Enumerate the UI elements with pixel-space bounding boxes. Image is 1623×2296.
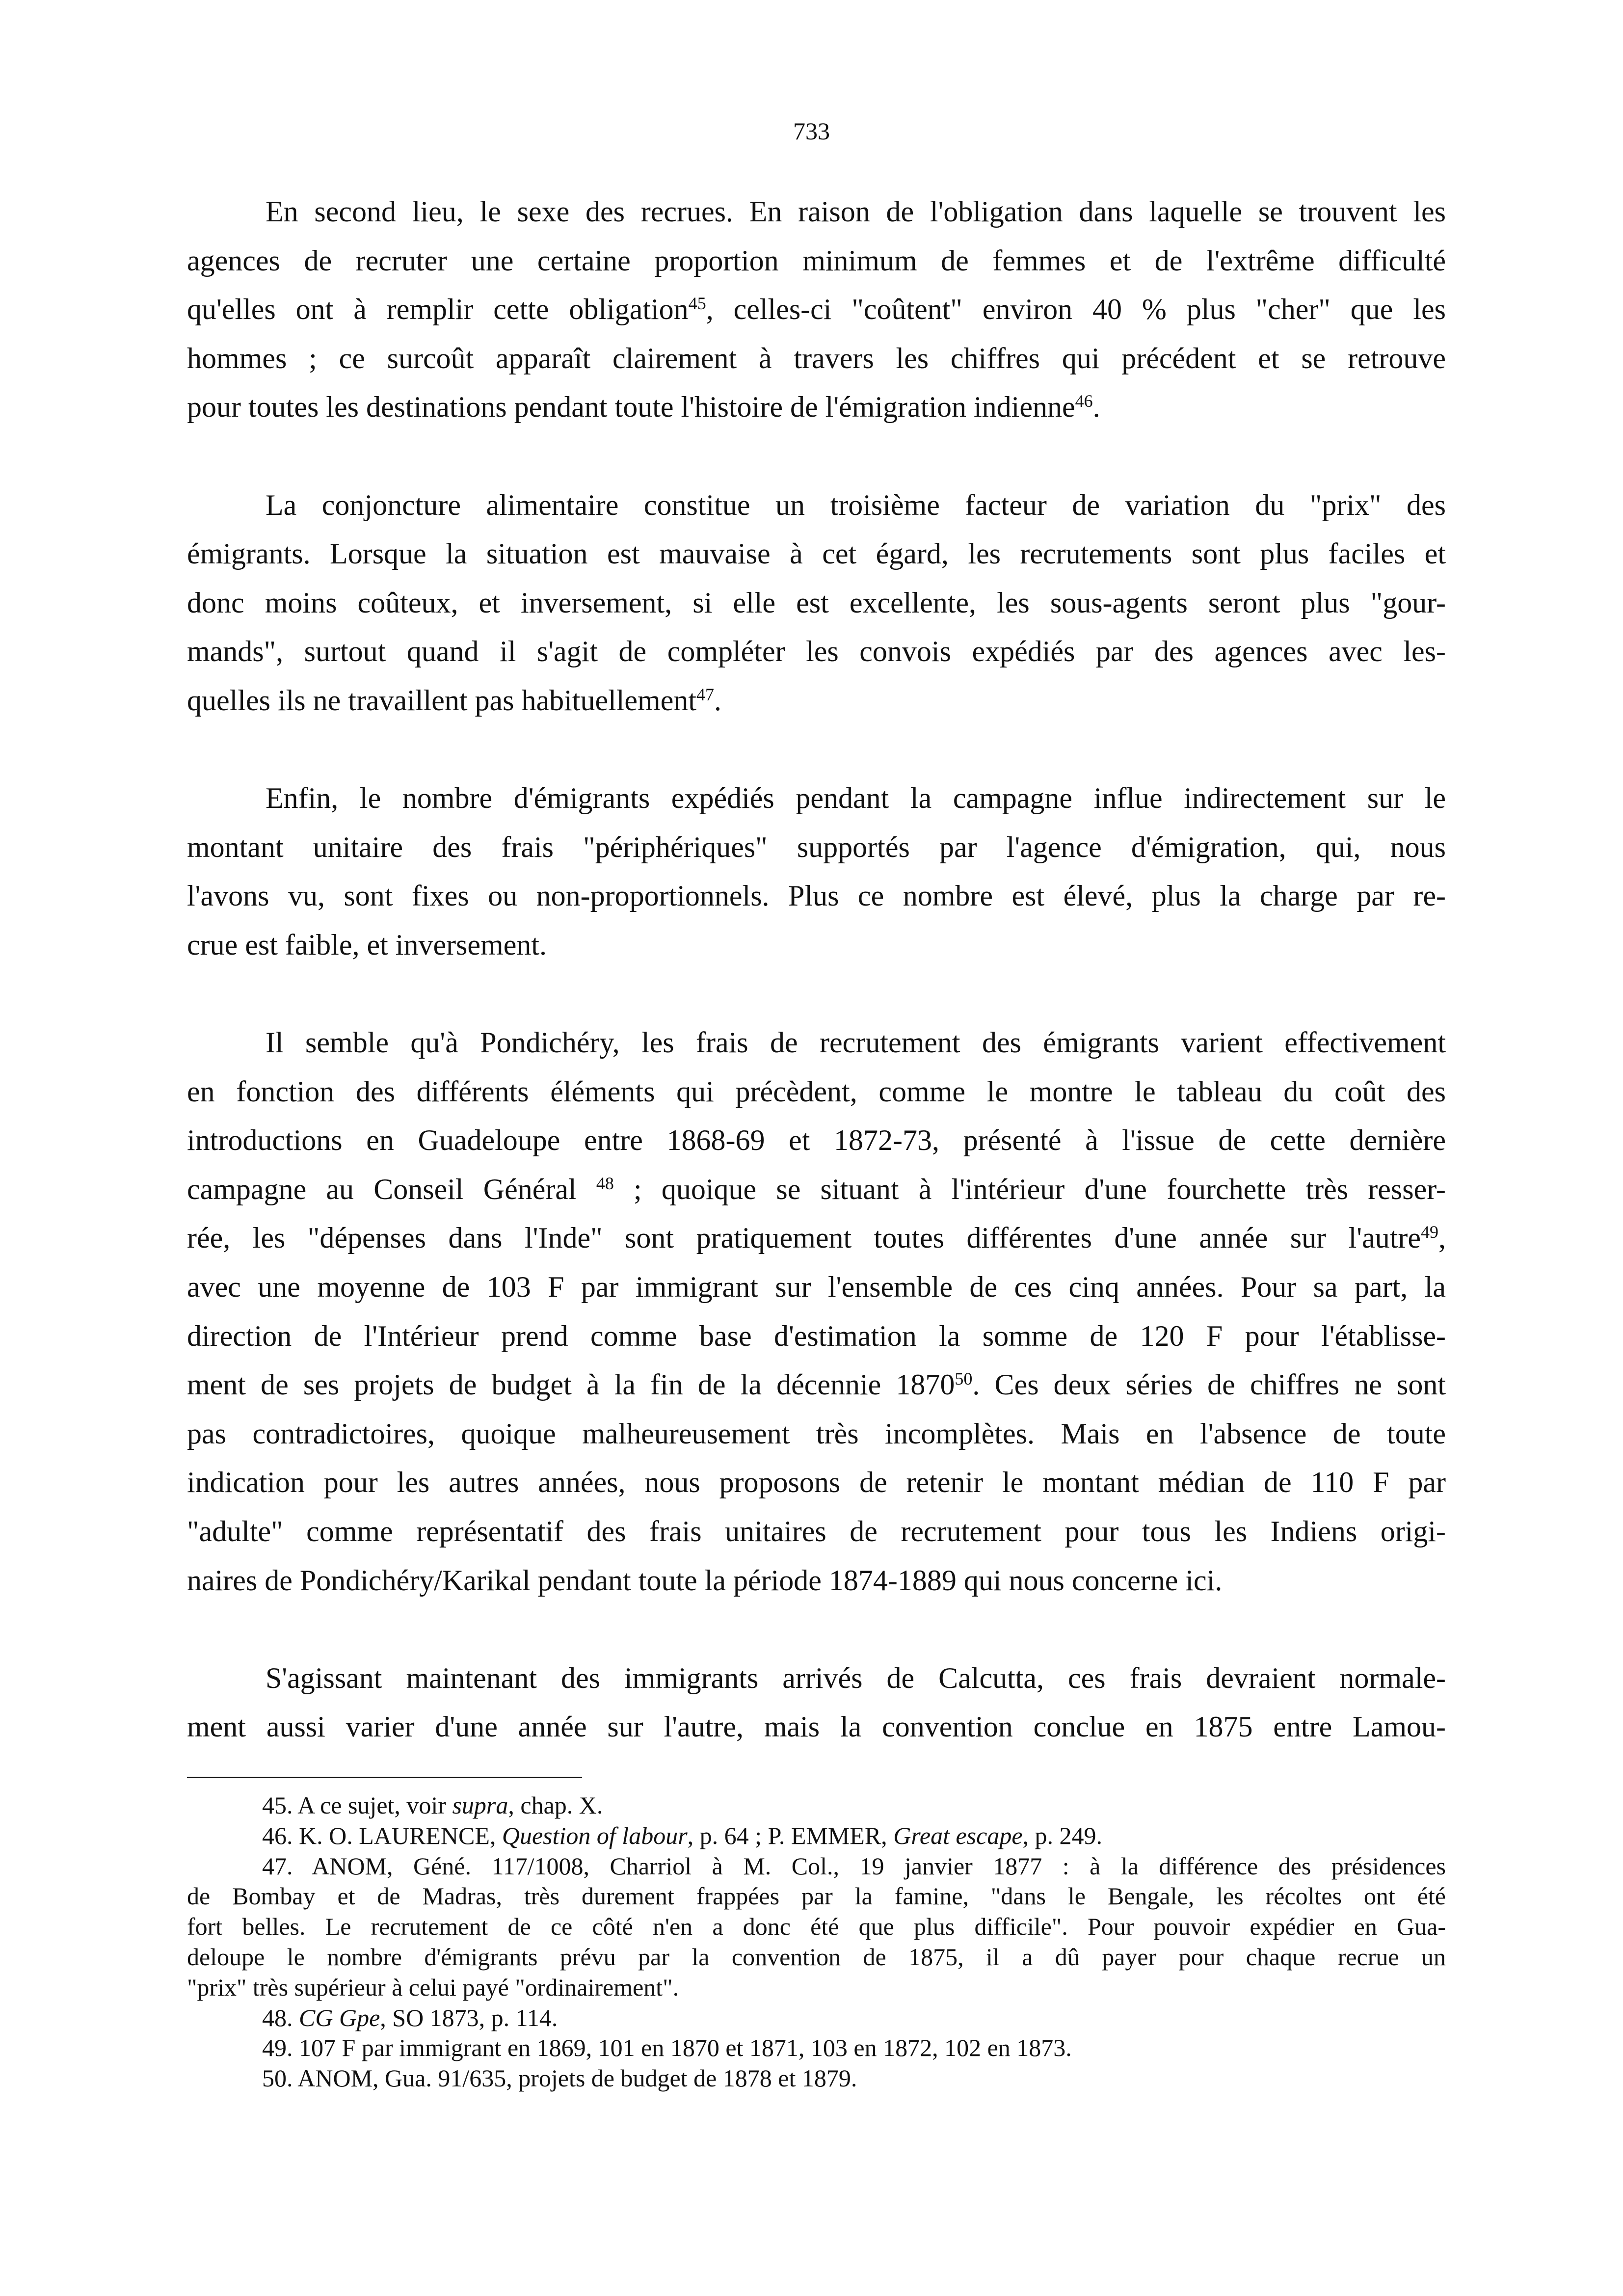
- text-segment: 46. K. O. LAURENCE,: [262, 1821, 502, 1849]
- text-segment: pas contradictoires, quoique malheureusement très incomplètes. Mais en l'absence de toute: [187, 1417, 1446, 1450]
- text-line: [187, 1410, 1446, 1459]
- text-line: [187, 334, 1446, 383]
- footnote-reference: 50: [955, 1369, 973, 1389]
- text-segment: Enfin, le nombre d'émigrants expédiés pendant la campagne influe indirectement sur le: [266, 782, 1446, 815]
- text-line: [187, 1458, 1446, 1507]
- text-segment: montant unitaire des frais "périphériques" supportés par l'agence d'émigration, qui, nous: [187, 830, 1446, 863]
- text-segment: La conjoncture alimentaire constitue un troisième facteur de variation du "prix" des: [266, 488, 1446, 521]
- text-line: [187, 1312, 1446, 1361]
- text-line: [187, 579, 1446, 628]
- text-segment: "prix" très supérieur à celui payé "ordinairement".: [187, 1973, 679, 2001]
- italic-text: CG Gpe: [299, 2003, 380, 2031]
- text-segment: naires de Pondichéry/Karikal pendant toute la période 1874-1889 qui nous concerne ici.: [187, 1564, 1223, 1597]
- text-line: [187, 1556, 1446, 1605]
- footnote-separator: [187, 1777, 582, 1778]
- text-segment: .: [714, 684, 722, 717]
- paragraph: [187, 774, 1446, 969]
- text-segment: en fonction des différents éléments qui précèdent, comme le montre le tableau du coût des: [187, 1075, 1446, 1108]
- text-segment: 48.: [262, 2003, 299, 2031]
- text-segment: 50. ANOM, Gua. 91/635, projets de budget de 1878 et 1879.: [262, 2064, 857, 2092]
- paragraph: [187, 187, 1446, 432]
- text-segment: de Bombay et de Madras, très durement frappées par la famine, "dans le Bengale, les récoltes ont été: [187, 1882, 1446, 1910]
- page-number: 733: [793, 117, 830, 145]
- text-line: [187, 872, 1446, 921]
- footnote: [187, 2033, 1446, 2063]
- text-segment: ment aussi varier d'une année sur l'autre, mais la convention conclue en 1875 entre Lamou-: [187, 1710, 1446, 1743]
- text-segment: "adulte" comme représentatif des frais unitaires de recrutement pour tous les Indiens origi-: [187, 1515, 1446, 1548]
- text-segment: ; quoique se situant à l'intérieur d'une fourchette très resser-: [613, 1173, 1446, 1205]
- text-line: [187, 1942, 1446, 1973]
- text-segment: hommes ; ce surcoût apparaît clairement à travers les chiffres qui précédent et se retrouve: [187, 342, 1446, 374]
- paragraph: [187, 1018, 1446, 1605]
- text-segment: 45. A ce sujet, voir: [262, 1791, 452, 1819]
- text-line: [187, 383, 1446, 432]
- text-segment: avec une moyenne de 103 F par immigrant sur l'ensemble de ces cinq années. Pour sa part, la: [187, 1271, 1446, 1304]
- text-line: [187, 823, 1446, 872]
- text-segment: émigrants. Lorsque la situation est mauvaise à cet égard, les recrutements sont plus faciles et: [187, 537, 1446, 570]
- text-segment: , chap. X.: [508, 1791, 603, 1819]
- paragraph: [187, 481, 1446, 725]
- text-line: [187, 1973, 1446, 2003]
- text-line: [187, 1214, 1446, 1263]
- body-text: [187, 187, 1446, 1801]
- text-line: [187, 2063, 1446, 2094]
- text-line: [187, 530, 1446, 579]
- footnote-reference: 47: [696, 685, 715, 705]
- italic-text: supra: [452, 1791, 508, 1819]
- text-segment: campagne au Conseil Général: [187, 1173, 596, 1205]
- paragraph: [187, 1654, 1446, 1752]
- text-segment: introductions en Guadeloupe entre 1868-69 et 1872-73, présenté à l'issue de cette dernière: [187, 1124, 1446, 1157]
- text-segment: direction de l'Intérieur prend comme base d'estimation la somme de 120 F pour l'établisse-: [187, 1319, 1446, 1352]
- text-segment: crue est faible, et inversement.: [187, 928, 547, 961]
- footnote-reference: 45: [688, 294, 706, 314]
- text-segment: , SO 1873, p. 114.: [380, 2003, 558, 2031]
- text-segment: donc moins coûteux, et inversement, si elle est excellente, les sous-agents seront plus "gour-: [187, 586, 1446, 619]
- text-line: [187, 1507, 1446, 1556]
- text-line: [187, 237, 1446, 286]
- text-line: [187, 1068, 1446, 1117]
- text-segment: , celles-ci "coûtent" environ 40 % plus "cher" que les: [706, 293, 1446, 326]
- italic-text: Question of labour: [502, 1821, 688, 1849]
- footnote: [187, 1851, 1446, 2003]
- text-line: [187, 2003, 1446, 2033]
- text-line: [187, 481, 1446, 530]
- text-line: [187, 676, 1446, 725]
- text-segment: l'avons vu, sont fixes ou non-proportionnels. Plus ce nombre est élevé, plus la charge par re-: [187, 880, 1446, 912]
- footnote: [187, 1821, 1446, 1851]
- text-segment: Il semble qu'à Pondichéry, les frais de recrutement des émigrants varient effectivement: [266, 1026, 1446, 1059]
- footnote-reference: 49: [1421, 1222, 1438, 1242]
- text-line: [187, 1018, 1446, 1068]
- text-segment: rée, les "dépenses dans l'Inde" sont pratiquement toutes différentes d'une année sur l'autre: [187, 1222, 1421, 1255]
- text-line: [187, 2033, 1446, 2063]
- footnote-reference: 46: [1075, 391, 1093, 411]
- text-segment: . Ces deux séries de chiffres ne sont: [972, 1368, 1446, 1401]
- text-segment: , p. 64 ; P. EMMER,: [687, 1821, 894, 1849]
- footnotes: [187, 1790, 1446, 2094]
- text-line: [187, 774, 1446, 823]
- text-segment: quelles ils ne travaillent pas habituellement: [187, 684, 697, 717]
- text-segment: mands", surtout quand il s'agit de compléter les convois expédiés par des agences avec les-: [187, 635, 1446, 668]
- text-segment: , p. 249.: [1022, 1821, 1103, 1849]
- text-line: [187, 1881, 1446, 1912]
- text-line: [187, 285, 1446, 334]
- text-segment: S'agissant maintenant des immigrants arrivés de Calcutta, ces frais devraient normale-: [266, 1661, 1446, 1694]
- text-segment: En second lieu, le sexe des recrues. En raison de l'obligation dans laquelle se trouvent les: [266, 195, 1446, 228]
- footnote: [187, 2063, 1446, 2094]
- text-segment: 47. ANOM, Géné. 117/1008, Charriol à M. Col., 19 janvier 1877 : à la différence des présidences: [262, 1852, 1446, 1880]
- text-line: [187, 1912, 1446, 1942]
- footnote: [187, 1790, 1446, 1821]
- text-line: [187, 1703, 1446, 1752]
- text-segment: .: [1092, 391, 1100, 424]
- text-line: [187, 1116, 1446, 1165]
- text-segment: indication pour les autres années, nous proposons de retenir le montant médian de 110 F par: [187, 1466, 1446, 1499]
- text-segment: deloupe le nombre d'émigrants prévu par la convention de 1875, il a dû payer pour chaque recrue un: [187, 1943, 1446, 1971]
- text-segment: pour toutes les destinations pendant toute l'histoire de l'émigration indienne: [187, 391, 1075, 424]
- text-line: [187, 1361, 1446, 1410]
- text-line: [187, 1851, 1446, 1882]
- text-segment: ,: [1438, 1222, 1446, 1255]
- text-line: [187, 1821, 1446, 1851]
- footnote-reference: 48: [596, 1174, 614, 1194]
- text-line: [187, 1790, 1446, 1821]
- text-segment: ment de ses projets de budget à la fin de la décennie 1870: [187, 1368, 955, 1401]
- text-line: [187, 1263, 1446, 1312]
- text-line: [187, 187, 1446, 237]
- text-segment: fort belles. Le recrutement de ce côté n'en a donc été que plus difficile". Pour pouvoir expédier en Gua-: [187, 1913, 1446, 1941]
- text-segment: agences de recruter une certaine proportion minimum de femmes et de l'extrême difficulté: [187, 244, 1446, 277]
- text-line: [187, 1165, 1446, 1214]
- italic-text: Great escape: [893, 1821, 1023, 1849]
- text-line: [187, 1654, 1446, 1703]
- footnote: [187, 2003, 1446, 2033]
- text-line: [187, 921, 1446, 970]
- text-segment: qu'elles ont à remplir cette obligation: [187, 293, 689, 326]
- text-line: [187, 627, 1446, 676]
- text-segment: 49. 107 F par immigrant en 1869, 101 en 1870 et 1871, 103 en 1872, 102 en 1873.: [262, 2034, 1072, 2062]
